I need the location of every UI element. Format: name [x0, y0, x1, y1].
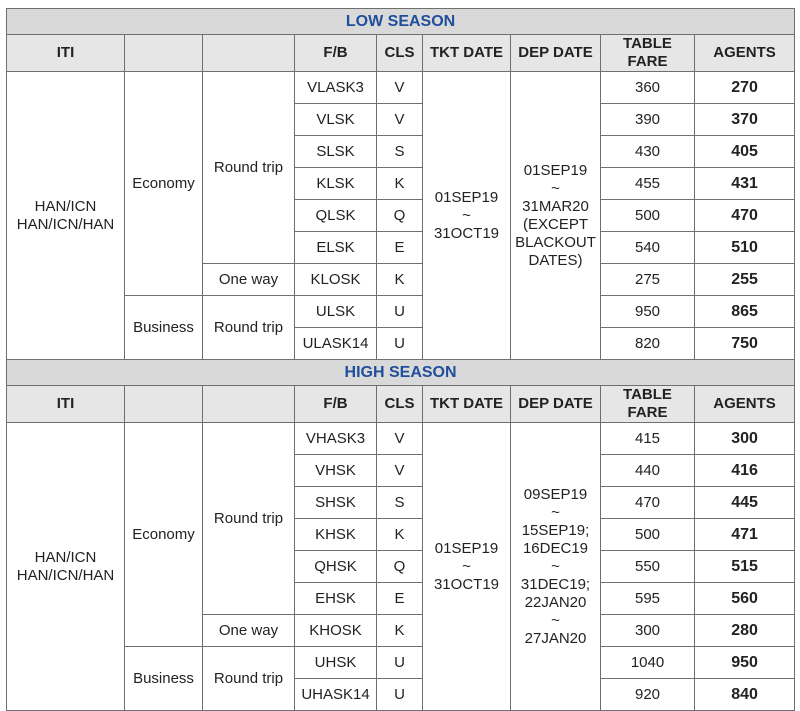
season-title: LOW SEASON: [7, 9, 795, 35]
agents-fare-cell: 431: [695, 168, 795, 200]
fare-table: [6, 8, 795, 711]
column-header: F/B: [295, 35, 377, 72]
fare-row: [7, 72, 795, 104]
trip-round-trip: Round trip: [203, 72, 295, 264]
season-title-row: [7, 9, 795, 35]
fare-row: [7, 647, 795, 679]
agents-fare-cell: 470: [695, 200, 795, 232]
table-fare-cell: 920: [601, 679, 695, 711]
class-cell: S: [377, 136, 423, 168]
agents-fare-cell: 416: [695, 455, 795, 487]
fare-basis-cell: ULSK: [295, 296, 377, 328]
class-cell: K: [377, 615, 423, 647]
fare-basis-cell: SLSK: [295, 136, 377, 168]
class-cell: V: [377, 455, 423, 487]
column-header: [203, 35, 295, 72]
column-header: TKT DATE: [423, 386, 511, 423]
fare-basis-cell: VLASK3: [295, 72, 377, 104]
class-cell: S: [377, 487, 423, 519]
column-header: TABLE FARE: [601, 35, 695, 72]
fare-basis-cell: KLOSK: [295, 264, 377, 296]
agents-fare-cell: 280: [695, 615, 795, 647]
agents-fare-cell: 445: [695, 487, 795, 519]
agents-fare-cell: 950: [695, 647, 795, 679]
cabin-economy: Economy: [125, 423, 203, 647]
class-cell: K: [377, 168, 423, 200]
iti-cell: HAN/ICN HAN/ICN/HAN: [7, 72, 125, 360]
class-cell: V: [377, 72, 423, 104]
agents-fare-cell: 840: [695, 679, 795, 711]
column-header: [203, 386, 295, 423]
agents-fare-cell: 255: [695, 264, 795, 296]
table-fare-cell: 950: [601, 296, 695, 328]
fare-basis-cell: KHOSK: [295, 615, 377, 647]
class-cell: V: [377, 104, 423, 136]
fare-table-container: [6, 8, 794, 711]
agents-fare-cell: 510: [695, 232, 795, 264]
table-fare-cell: 390: [601, 104, 695, 136]
class-cell: K: [377, 264, 423, 296]
fare-basis-cell: KLSK: [295, 168, 377, 200]
column-header: [125, 386, 203, 423]
agents-fare-cell: 370: [695, 104, 795, 136]
column-header: DEP DATE: [511, 386, 601, 423]
iti-cell: HAN/ICN HAN/ICN/HAN: [7, 423, 125, 711]
class-cell: K: [377, 519, 423, 551]
column-header: TABLE FARE: [601, 386, 695, 423]
class-cell: Q: [377, 551, 423, 583]
table-fare-cell: 360: [601, 72, 695, 104]
cabin-business: Business: [125, 647, 203, 711]
fare-basis-cell: ULASK14: [295, 328, 377, 360]
column-header: ITI: [7, 386, 125, 423]
column-header: F/B: [295, 386, 377, 423]
agents-fare-cell: 405: [695, 136, 795, 168]
table-fare-cell: 500: [601, 200, 695, 232]
table-fare-cell: 1040: [601, 647, 695, 679]
fare-row: [7, 423, 795, 455]
fare-basis-cell: ELSK: [295, 232, 377, 264]
table-fare-cell: 430: [601, 136, 695, 168]
trip-round-trip: Round trip: [203, 296, 295, 360]
table-fare-cell: 550: [601, 551, 695, 583]
fare-basis-cell: UHASK14: [295, 679, 377, 711]
trip-round-trip: Round trip: [203, 647, 295, 711]
table-fare-cell: 455: [601, 168, 695, 200]
fare-basis-cell: QLSK: [295, 200, 377, 232]
fare-basis-cell: UHSK: [295, 647, 377, 679]
table-fare-cell: 820: [601, 328, 695, 360]
class-cell: U: [377, 679, 423, 711]
cabin-business: Business: [125, 296, 203, 360]
column-header: DEP DATE: [511, 35, 601, 72]
agents-fare-cell: 865: [695, 296, 795, 328]
agents-fare-cell: 270: [695, 72, 795, 104]
ticket-date-cell: 01SEP19 ~ 31OCT19: [423, 423, 511, 711]
table-fare-cell: 470: [601, 487, 695, 519]
fare-basis-cell: EHSK: [295, 583, 377, 615]
column-header: AGENTS: [695, 35, 795, 72]
fare-basis-cell: VHASK3: [295, 423, 377, 455]
table-fare-cell: 595: [601, 583, 695, 615]
table-fare-cell: 500: [601, 519, 695, 551]
agents-fare-cell: 471: [695, 519, 795, 551]
header-row: [7, 386, 795, 423]
table-fare-cell: 440: [601, 455, 695, 487]
trip-one-way: One way: [203, 615, 295, 647]
column-header: AGENTS: [695, 386, 795, 423]
column-header: [125, 35, 203, 72]
class-cell: U: [377, 296, 423, 328]
table-fare-cell: 540: [601, 232, 695, 264]
table-fare-cell: 275: [601, 264, 695, 296]
class-cell: V: [377, 423, 423, 455]
class-cell: U: [377, 328, 423, 360]
cabin-economy: Economy: [125, 72, 203, 296]
table-fare-cell: 300: [601, 615, 695, 647]
fare-basis-cell: QHSK: [295, 551, 377, 583]
agents-fare-cell: 560: [695, 583, 795, 615]
class-cell: Q: [377, 200, 423, 232]
header-row: [7, 35, 795, 72]
departure-date-cell: 01SEP19 ~ 31MAR20 (EXCEPT BLACKOUT DATES): [511, 72, 601, 360]
agents-fare-cell: 300: [695, 423, 795, 455]
fare-basis-cell: VHSK: [295, 455, 377, 487]
ticket-date-cell: 01SEP19 ~ 31OCT19: [423, 72, 511, 360]
column-header: TKT DATE: [423, 35, 511, 72]
class-cell: U: [377, 647, 423, 679]
fare-basis-cell: SHSK: [295, 487, 377, 519]
departure-date-cell: 09SEP19 ~ 15SEP19; 16DEC19 ~ 31DEC19; 22JAN20 ~ 27JAN20: [511, 423, 601, 711]
agents-fare-cell: 515: [695, 551, 795, 583]
trip-round-trip: Round trip: [203, 423, 295, 615]
fare-basis-cell: KHSK: [295, 519, 377, 551]
agents-fare-cell: 750: [695, 328, 795, 360]
trip-one-way: One way: [203, 264, 295, 296]
season-title-row: [7, 360, 795, 386]
column-header: ITI: [7, 35, 125, 72]
fare-basis-cell: VLSK: [295, 104, 377, 136]
class-cell: E: [377, 232, 423, 264]
fare-row: [7, 296, 795, 328]
table-fare-cell: 415: [601, 423, 695, 455]
season-title: HIGH SEASON: [7, 360, 795, 386]
class-cell: E: [377, 583, 423, 615]
column-header: CLS: [377, 386, 423, 423]
column-header: CLS: [377, 35, 423, 72]
